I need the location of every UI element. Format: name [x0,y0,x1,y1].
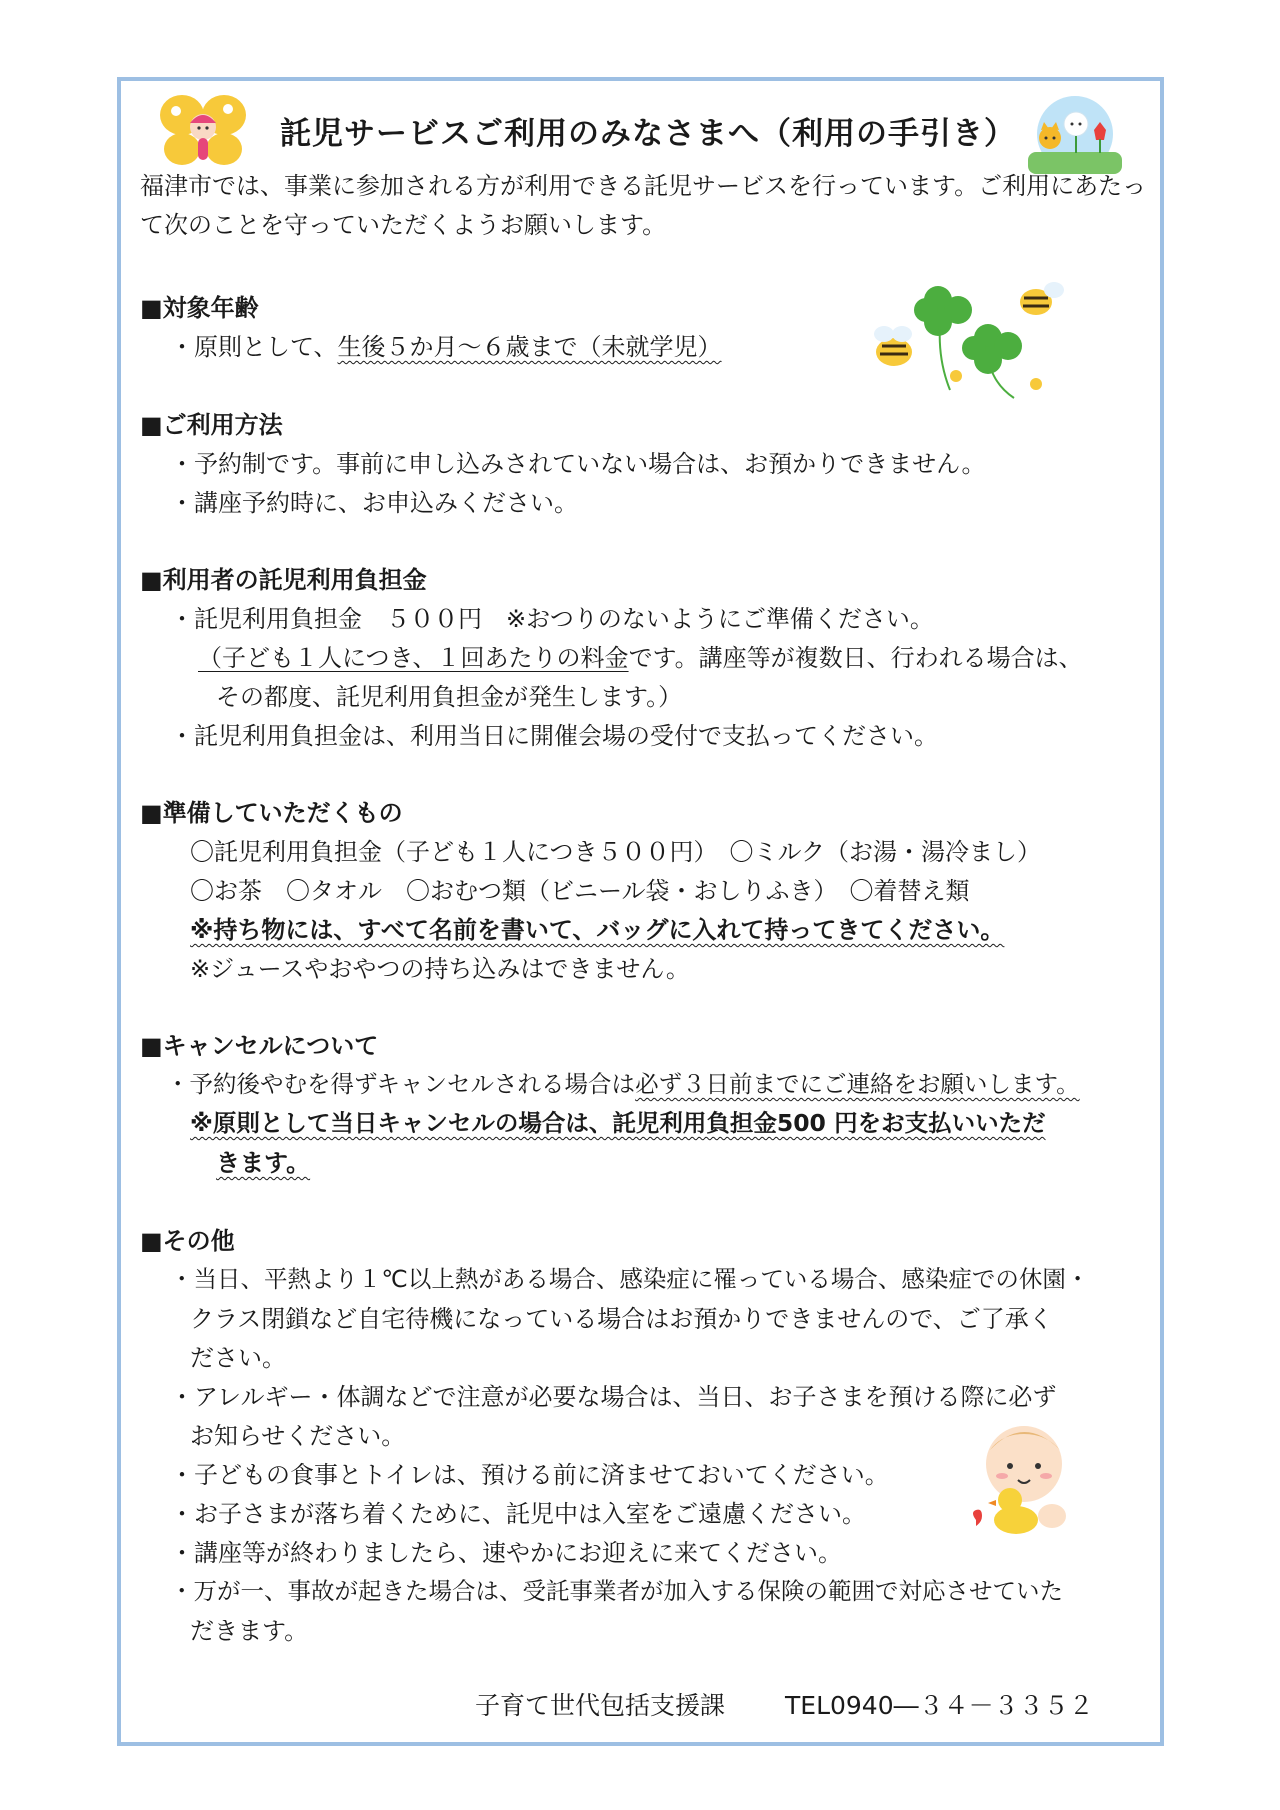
fee-line-2 [198,638,1083,673]
footer-tel: TEL0940―３４－３３５２ [785,1691,1094,1720]
age-rule [170,327,722,362]
footer-department: 子育て世代包括支援課 [475,1691,726,1720]
cancel-same-day-notice: ※原則として当日キャンセルの場合は、託児利用負担金500 円をお支払いいただ [190,1109,1046,1137]
age-rule-prefix: ・原則として、 [170,333,338,361]
heading-items: ■準備していただくもの [140,799,403,827]
other-line-2: クラス閉鎖など自宅待機になっている場合はお預かりできませんので、ご了承く [190,1305,1053,1333]
heading-other: ■その他 [140,1227,235,1255]
other-line-4: ・アレルギー・体調などで注意が必要な場合は、当日、お子さまを預ける際に必ず [170,1383,1057,1411]
cancel-line-1 [166,1065,1080,1099]
heading-cancel: ■キャンセルについて [140,1032,379,1060]
other-line-8: ・講座等が終わりましたら、速やかにお迎えに来てください。 [170,1539,842,1567]
age-range: 生後５か月～６歳まで（未就学児） [337,333,722,361]
other-line-10: だきます。 [190,1617,309,1645]
other-line-7: ・お子さまが落ち着くために、託児中は入室をご遠慮ください。 [170,1500,866,1528]
other-line-1: ・当日、平熱より１℃以上熱がある場合、感染症に罹っている場合、感染症での休園・ [170,1265,1090,1293]
fee-line-4: ・託児利用負担金は、利用当日に開催会場の受付で支払ってください。 [170,722,938,750]
heading-method: ■ご利用方法 [140,411,283,439]
fee-line-3: その都度、託児利用負担金が発生します。） [216,683,683,711]
method-line-2: ・講座予約時に、お申込みください。 [170,489,578,517]
fee-line-1: ・託児利用負担金 ５００円 ※おつりのないようにご準備ください。 [170,605,934,633]
flowers-cat-icon [1028,94,1122,174]
method-line-1: ・予約制です。事前に申し込みされていない場合は、お預かりできません。 [170,450,986,478]
cancel-deadline: 必ず３日前までにご連絡をお願いします。 [635,1070,1080,1098]
baby-duck-icon [966,1420,1076,1540]
other-line-3: ださい。 [190,1344,286,1372]
heading-age: ■対象年齢 [140,294,259,322]
bees-clover-icon [858,280,1074,404]
items-line-1: 〇託児利用負担金（子ども１人につき５００円） 〇ミルク（お湯・湯冷まし） [190,838,1042,866]
other-line-5: お知らせください。 [190,1422,406,1450]
other-line-6: ・子どもの食事とトイレは、預ける前に済ませておいてください。 [170,1461,889,1489]
other-line-9: ・万が一、事故が起きた場合は、受託事業者が加入する保険の範囲で対応させていた [170,1577,1063,1605]
heading-fee: ■利用者の託児利用負担金 [140,566,427,594]
page-title: 託児サービスご利用のみなさまへ（利用の手引き） [280,116,1016,152]
butterfly-icon [158,93,248,169]
intro-paragraph: 福津市では、事業に参加される方が利用できる託児サービスを行っています。ご利用にあたって次のことを守っていただくようお願いします。 [140,172,1147,239]
cancel-line-3: きます。 [216,1149,311,1177]
items-line-2: 〇お茶 〇タオル 〇おむつ類（ビニール袋・おしりふき） 〇着替え類 [190,877,970,905]
cancel-line-1-prefix: ・予約後やむを得ずキャンセルされる場合は [166,1070,636,1098]
items-line-4: ※ジュースやおやつの持ち込みはできません。 [190,955,690,983]
fee-line-2-rest: です。講座等が複数日、行われる場合は、 [628,644,1083,672]
fee-per-child: （子ども１人につき、１回あたりの料金 [198,644,629,672]
items-name-notice: ※持ち物には、すべて名前を書いて、バッグに入れて持ってきてください。 [190,916,1005,944]
